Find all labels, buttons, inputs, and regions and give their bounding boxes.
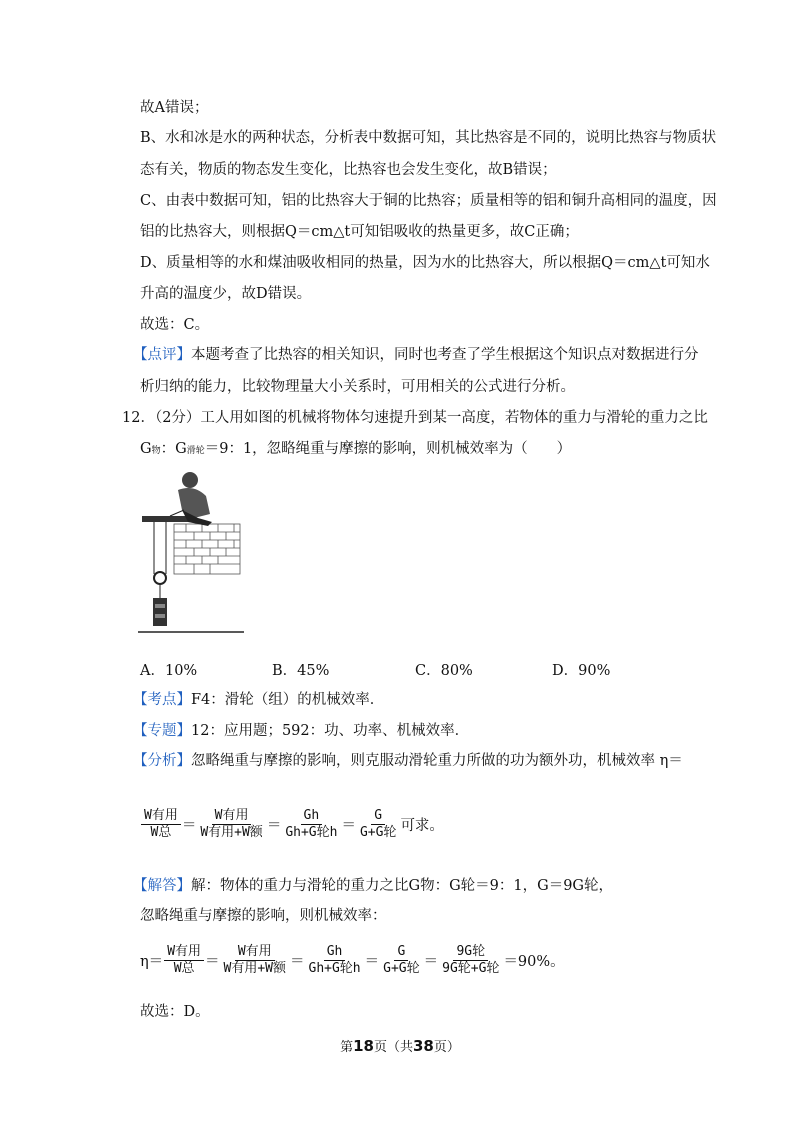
kaodian-tag: 【考点】 (133, 692, 191, 708)
text-line: 析归纳的能力，比较物理量大小关系时，可用相关的公式进行分析。 (140, 379, 575, 395)
jieda-line (133, 876, 613, 896)
fraction: $\frac{\text{W有用}}{\text{W有用+W额}}$ (223, 944, 286, 976)
fenxi-tag: 【分析】 (133, 753, 191, 769)
text-line: 升高的温度少，故D错误。 (140, 286, 312, 302)
eta-label: η＝ (140, 954, 164, 970)
comment-tag: 【点评】 (133, 347, 191, 363)
q-text: ＝9：1，忽略绳重与摩擦的影响，则机械效率为（ ） (204, 441, 572, 457)
text-line: B、水和冰是水的两种状态，分析表中数据可知，其比热容是不同的，说明比热容与物质状 (140, 130, 717, 146)
text-line: 故选：C。 (140, 317, 210, 333)
q-subscript: 滑轮 (186, 446, 205, 456)
comment-text: 本题考查了比热容的相关知识，同时也考查了学生根据这个知识点对数据进行分 (191, 347, 699, 363)
fraction: $\frac{Gh}{\text{Gh+G轮h}}$ (308, 944, 361, 976)
zhuanti-text: 12：应用题；592：功、功率、机械效率． (191, 723, 470, 739)
fenxi-text: 忽略绳重与摩擦的影响，则克服动滑轮重力所做的功为额外功，机械效率 η＝ (191, 753, 683, 769)
fraction: $\frac{G}{\text{G+G轮}}$ (359, 808, 397, 840)
fraction: $\frac{\text{W有用}}{\text{W有用+W额}}$ (200, 808, 263, 840)
fraction: $\frac{Gh}{\text{Gh+G轮h}}$ (285, 808, 338, 840)
jieda-tag: 【解答】 (133, 878, 191, 894)
fenxi-line (133, 751, 683, 771)
option-b: B．45% (272, 663, 330, 679)
zhuanti-tag: 【专题】 (133, 723, 191, 739)
final-answer: 故选：D。 (140, 1004, 210, 1020)
page-total: 38 (413, 1037, 434, 1055)
zhuanti-line (133, 721, 469, 741)
option-a: A．10% (140, 663, 198, 679)
jieda-text: 解：物体的重力与滑轮的重力之比G物：G轮＝9：1，G＝9G轮， (191, 878, 614, 894)
question-line (140, 439, 571, 461)
fraction: $\frac{\text{W有用}}{\text{W总}}$ (164, 944, 204, 977)
kaodian-line (133, 690, 384, 710)
text-line: 铝的比热容大，则根据Q＝cm△t可知铝吸收的热量更多，故C正确； (140, 224, 579, 240)
text-line: 故A错误； (140, 100, 209, 116)
formula-tail: ＝90%。 (503, 954, 565, 970)
analysis-formula: $\frac{\text{W有用}}{\text{W总}}$ ＝ $\frac{\text{W有用}}{\text{W有用+W额}}$ ＝ $\frac{Gh}{\text{Gh+G轮h}}$ ＝ $\frac{G}{\text{G+G轮}}$ 可求。 (140, 808, 444, 841)
option-d: D．90% (552, 663, 611, 679)
text-line: C、由表中数据可知，铝的比热容大于铜的比热容；质量相等的铝和铜升高相同的温度，因 (140, 193, 717, 209)
kaodian-text: F4：滑轮（组）的机械效率． (191, 692, 385, 708)
q-text: G (140, 441, 152, 457)
option-c: C．80% (415, 663, 473, 679)
fraction: $\frac{\text{W有用}}{\text{W总}}$ (141, 808, 181, 841)
q-subscript: 物 (151, 446, 161, 456)
text-line: 态有关，物质的物态发生变化，比热容也会发生变化，故B错误； (140, 162, 557, 178)
q-text: ：G (160, 441, 187, 457)
pulley-illustration (138, 466, 248, 636)
formula-tail: 可求。 (400, 818, 444, 834)
fraction: $\frac{G}{\text{G+G轮}}$ (383, 944, 420, 976)
page-footer: 第18页（共38页） (340, 1037, 460, 1055)
page-number: 18 (353, 1037, 374, 1055)
fraction: $\frac{\text{9G轮}}{\text{9G轮+G轮}}$ (442, 944, 500, 976)
text-line: D、质量相等的水和煤油吸收相同的热量，因为水的比热容大，所以根据Q＝cm△t可知水 (140, 255, 710, 271)
text-line: 忽略绳重与摩擦的影响，则机械效率： (140, 908, 387, 924)
comment-line (133, 345, 699, 365)
question-title: 12．（2分）工人用如图的机械将物体匀速提升到某一高度，若物体的重力与滑轮的重力之比 (122, 410, 708, 426)
solution-formula: η＝ $\frac{\text{W有用}}{\text{W总}}$ ＝ $\frac{\text{W有用}}{\text{W有用+W额}}$ ＝ $\frac{Gh}{\text{Gh+G轮h}}$ ＝ $\frac{G}{\text{G+G轮}}$ ＝ $\frac{\text{9G轮}}{\text{9G轮+G轮}}$ ＝90%。 (140, 944, 565, 976)
